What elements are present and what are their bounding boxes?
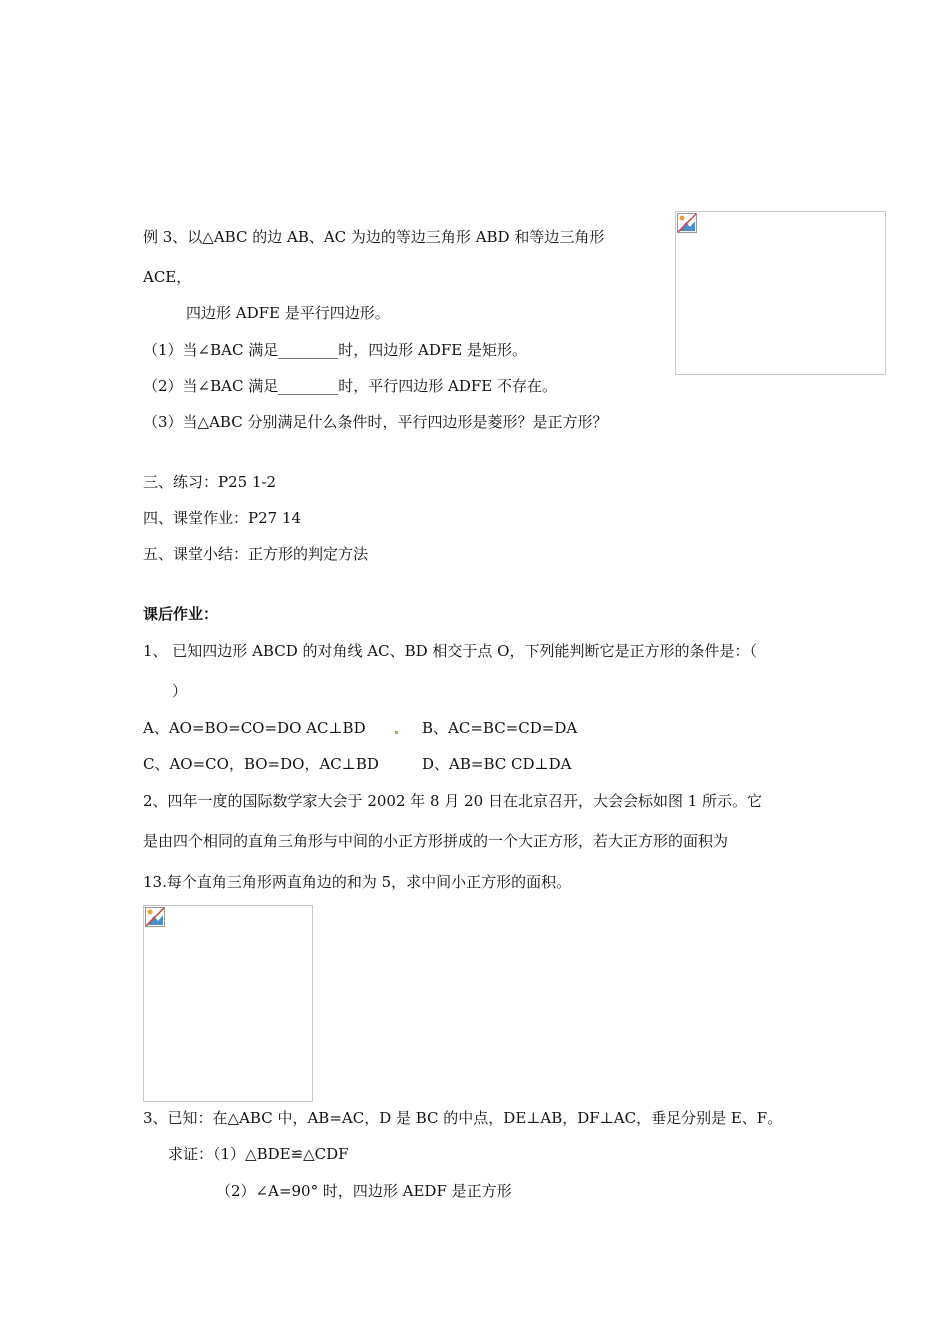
example3-question3: （3）当△ABC 分别满足什么条件时，平行四边形是菱形？是正方形？	[143, 413, 608, 431]
figure-placeholder-example3	[675, 211, 886, 375]
homework-p1-option-a: A、AO=BO=CO=DO AC⊥BD	[143, 719, 366, 737]
homework-p2-line1: 2、四年一度的国际数学家大会于 2002 年 8 月 20 日在北京召开，大会会标如图 1 所示。它	[143, 792, 763, 810]
homework-p1-line2: ）	[172, 682, 188, 700]
example3-line1: 例 3、以△ABC 的边 AB、AC 为边的等边三角形 ABD 和等边三角形	[143, 228, 605, 246]
homework-p1-option-c: C、AO=CO，BO=DO，AC⊥BD	[143, 755, 379, 773]
section-summary: 五、课堂小结：正方形的判定方法	[143, 545, 369, 563]
homework-p3-line3: （2）∠A=90° 时，四边形 AEDF 是正方形	[216, 1182, 512, 1200]
figure-placeholder-figure1	[143, 905, 313, 1102]
homework-p1-option-b: B、AC=BC=CD=DA	[422, 719, 578, 737]
section-practice: 三、练习：P25 1-2	[143, 473, 277, 491]
homework-p1-line1: 1、 已知四边形 ABCD 的对角线 AC、BD 相交于点 O，下列能判断它是正方形的条件是：（	[143, 642, 757, 660]
section-classwork: 四、课堂作业：P27 14	[143, 509, 302, 527]
homework-p3-line2: 求证：（1）△BDE≌△CDF	[168, 1145, 349, 1163]
homework-p1-option-d: D、AB=BC CD⊥DA	[422, 755, 572, 773]
stray-mark	[395, 731, 398, 734]
broken-image-icon	[677, 213, 697, 233]
example3-question2: （2）当∠BAC 满足________时，平行四边形 ADFE 不存在。	[143, 377, 557, 395]
homework-p2-line2: 是由四个相同的直角三角形与中间的小正方形拼成的一个大正方形，若大正方形的面积为	[143, 832, 729, 850]
homework-p3-line1: 3、已知：在△ABC 中，AB=AC，D 是 BC 的中点，DE⊥AB，DF⊥AC，垂足分别是 E、F。	[143, 1109, 783, 1127]
homework-heading: 课后作业：	[143, 605, 219, 623]
example3-question1: （1）当∠BAC 满足________时，四边形 ADFE 是矩形。	[143, 341, 527, 359]
broken-image-icon	[145, 907, 165, 927]
homework-p2-line3: 13.每个直角三角形两直角边的和为 5，求中间小正方形的面积。	[143, 873, 572, 891]
example3-line2: ACE，	[143, 268, 192, 286]
example3-line3: 四边形 ADFE 是平行四边形。	[186, 304, 390, 322]
